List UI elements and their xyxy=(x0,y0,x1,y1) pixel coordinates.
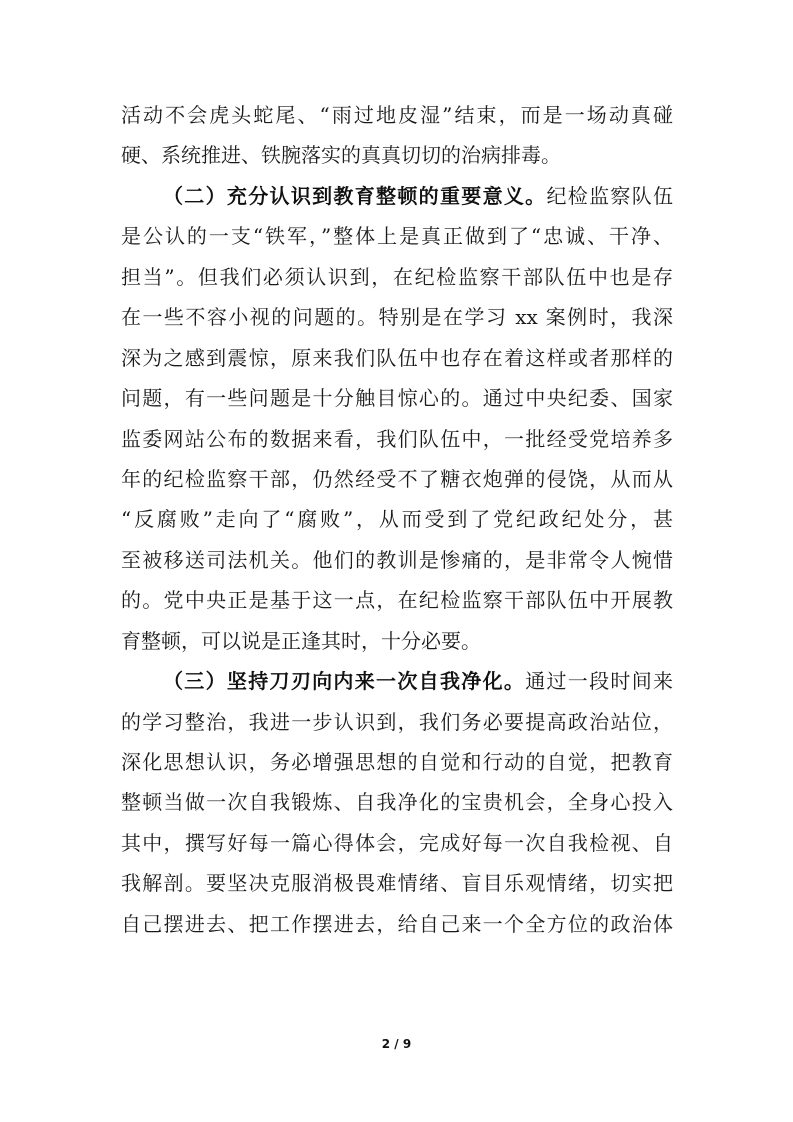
section-heading-line xyxy=(121,665,673,705)
page-number: 2 / 9 xyxy=(381,1037,412,1051)
text-line: 活动不会虎头蛇尾、“雨过地皮湿”结束，而是一场动真碰 xyxy=(121,103,673,127)
text-line: 在一些不容小视的问题的。特别是在学习 xx 案例时，我深 xyxy=(121,305,673,330)
text-line: 担当”。但我们必须认识到，在纪检监察干部队伍中也是存 xyxy=(121,264,673,289)
text-line: 我解剖。要坚决克服消极畏难情绪、盲目乐观情绪，切实把 xyxy=(121,871,673,896)
text-span: 纪检监察队伍 xyxy=(546,183,674,208)
text-line: “反腐败”走向了“腐败”，从而受到了党纪政纪处分，甚 xyxy=(121,507,673,532)
text-line: 硬、系统推进、铁腕落实的真真切切的治病排毒。 xyxy=(121,143,561,168)
text-line: 其中，撰写好每一篇心得体会，完成好每一次自我检视、自 xyxy=(121,830,673,855)
text-span: 通过一段时间来 xyxy=(525,669,674,694)
text-line: 问题，有一些问题是十分触目惊心的。通过中央纪委、国家 xyxy=(121,386,673,411)
text-line: 是公认的一支“铁军，”整体上是真正做到了“忠诚、干净、 xyxy=(121,224,673,249)
text-line: 自己摆进去、把工作摆进去，给自己来一个全方位的政治体 xyxy=(121,911,673,936)
text-line: 监委网站公布的数据来看，我们队伍中，一批经受党培养多 xyxy=(121,426,673,451)
section-heading-line xyxy=(121,180,673,220)
text-line: 育整顿，可以说是正逢其时，十分必要。 xyxy=(121,628,481,653)
section-heading: （三）坚持刀刃向内来一次自我净化。 xyxy=(163,669,526,694)
text-line: 的学习整治，我进一步认识到，我们务必要提高政治站位， xyxy=(121,709,673,734)
section-heading: （二）充分认识到教育整顿的重要意义。 xyxy=(163,183,547,208)
text-line: 的。党中央正是基于这一点，在纪检监察干部队伍中开展教 xyxy=(121,588,673,613)
text-line: 至被移送司法机关。他们的教训是惨痛的，是非常令人惋惜 xyxy=(121,547,673,572)
text-line: 深为之感到震惊，原来我们队伍中也存在着这样或者那样的 xyxy=(121,345,673,370)
text-line: 年的纪检监察干部，仍然经受不了糖衣炮弹的侵饶，从而从 xyxy=(121,466,673,491)
text-line: 整顿当做一次自我锻炼、自我净化的宝贵机会，全身心投入 xyxy=(121,790,673,815)
document-body xyxy=(121,99,673,948)
text-line: 深化思想认识，务必增强思想的自觉和行动的自觉，把教育 xyxy=(121,750,673,774)
